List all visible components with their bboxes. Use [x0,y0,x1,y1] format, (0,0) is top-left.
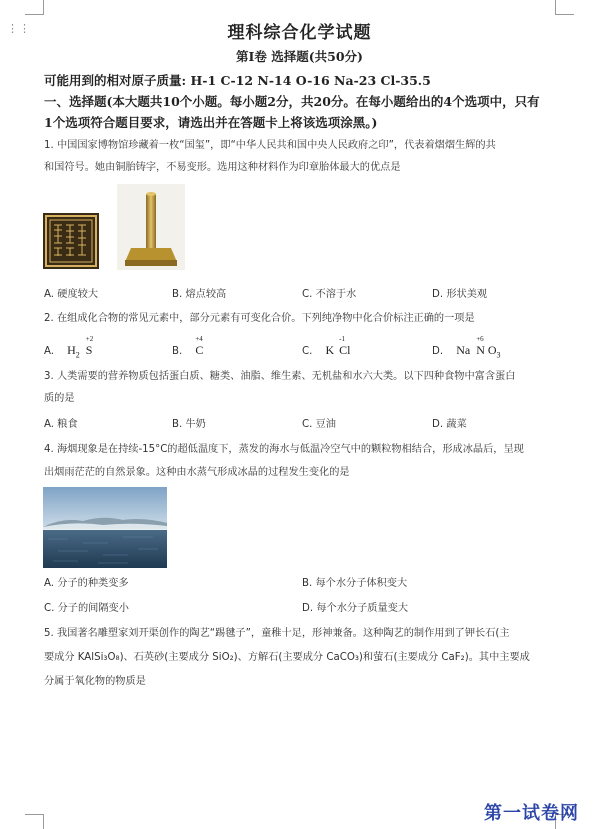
question-3-option-d[interactable]: D. 蔬菜 [432,419,467,430]
formula-element: H [67,343,76,357]
question-4-option-d[interactable]: D. 每个水分子质量变大 [302,603,409,614]
option-letter: D. [432,346,444,357]
valence-label: +6 [476,335,484,343]
option-letter: A. [44,346,55,357]
formula-element: C [195,343,204,357]
formula-element: N [476,343,485,357]
question-2-option-c[interactable] [302,335,351,358]
valence-label: +4 [195,335,203,343]
site-watermark: 第一试卷网 [484,803,579,824]
question-1-option-b[interactable]: B. 熔点较高 [172,289,227,300]
question-2-option-d[interactable] [432,335,501,360]
atomic-masses-line: 可能用到的相对原子质量: H-1 C-12 N-14 O-16 Na-23 Cl-35.5 [44,73,431,88]
question-3-option-b[interactable]: B. 牛奶 [172,419,206,430]
question-1-option-a[interactable]: A. 硬度较大 [44,289,99,300]
formula-subscript: 3 [496,350,501,360]
question-5-line1: 5. 我国著名雕塑家刘开渠创作的陶艺“踢毽子”，童稚十足，形神兼备。这种陶艺的制作用到了钾长石(主 [44,628,510,639]
question-1-line1: 1. 中国国家博物馆珍藏着一枚“国玺”，即“中华人民共和国中央人民政府之印”，代表着熠熠生辉的共 [44,140,496,151]
question-2-option-b[interactable] [172,335,204,358]
question-3-line2: 质的是 [44,393,75,404]
page-title: 理科综合化学试题 [227,23,372,43]
formula-subscript: 2 [75,350,80,360]
seal-stamp-image [43,213,99,269]
option-letter: B. [172,346,183,357]
formula-element: S [85,343,93,357]
formula-element: O [487,343,497,357]
question-5-line2: 要成分 KAlSi₃O₈)、石英砂(主要成分 SiO₂)、方解石(主要成分 CaCO₃)和萤石(主要成分 CaF₂)。其中主要成 [44,652,530,663]
seal-photo-image [117,184,185,270]
question-4-option-c[interactable]: C. 分子的间隔变小 [44,603,129,614]
question-1-option-d[interactable]: D. 形状美观 [432,289,488,300]
question-4-line1: 4. 海烟现象是在持续-15°C的超低温度下，蒸发的海水与低温冷空气中的颗粒物相结合，形成冰晶后，呈现 [44,444,524,455]
question-2-option-a[interactable] [44,335,94,360]
option-letter: C. [302,346,313,357]
sea-smoke-photo [43,487,167,568]
question-4-option-a[interactable]: A. 分子的种类变多 [44,578,129,589]
valence-label: -1 [339,335,345,343]
section-instructions-line2: 1个选项符合题目要求，请选出并在答题卡上将该选项涂黑。) [44,115,378,130]
formula-element: K [325,343,335,357]
formula-element: Cl [339,343,351,357]
question-1-line2: 和国符号。她由铜胎铸字，不易变形。选用这种材料作为印章胎体最大的优点是 [44,162,401,173]
corner-mark-top-left [25,0,44,15]
section-subtitle: 第Ⅰ卷 选择题(共50分) [236,49,363,64]
question-3-option-c[interactable]: C. 豆油 [302,419,336,430]
question-4-line2: 出烟雨茫茫的自然景象。这种由水蒸气形成冰晶的过程发生变化的是 [44,467,350,478]
question-4-option-b[interactable]: B. 每个水分子体积变大 [302,578,408,589]
corner-mark-top-right [555,0,574,15]
question-1-option-c[interactable]: C. 不溶于水 [302,289,357,300]
drag-handle-icon[interactable]: ⋮⋮ [7,22,31,35]
question-5-line3: 分属于氧化物的物质是 [44,676,146,687]
valence-label: +2 [85,335,94,343]
question-2-line1: 2. 在组成化合物的常见元素中，部分元素有可变化合价。下列纯净物中化合价标注正确的一项是 [44,313,475,324]
formula-element: Na [456,343,471,357]
corner-mark-bottom-left [25,814,44,829]
section-instructions-line1: 一、选择题(本大题共10个小题。每小题2分，共20分。在每小题给出的4个选项中，只有 [44,94,540,109]
question-3-option-a[interactable]: A. 粮食 [44,419,78,430]
question-3-line1: 3. 人类需要的营养物质包括蛋白质、糖类、油脂、维生素、无机盐和水六大类。以下四种食物中富含蛋白 [44,371,516,382]
